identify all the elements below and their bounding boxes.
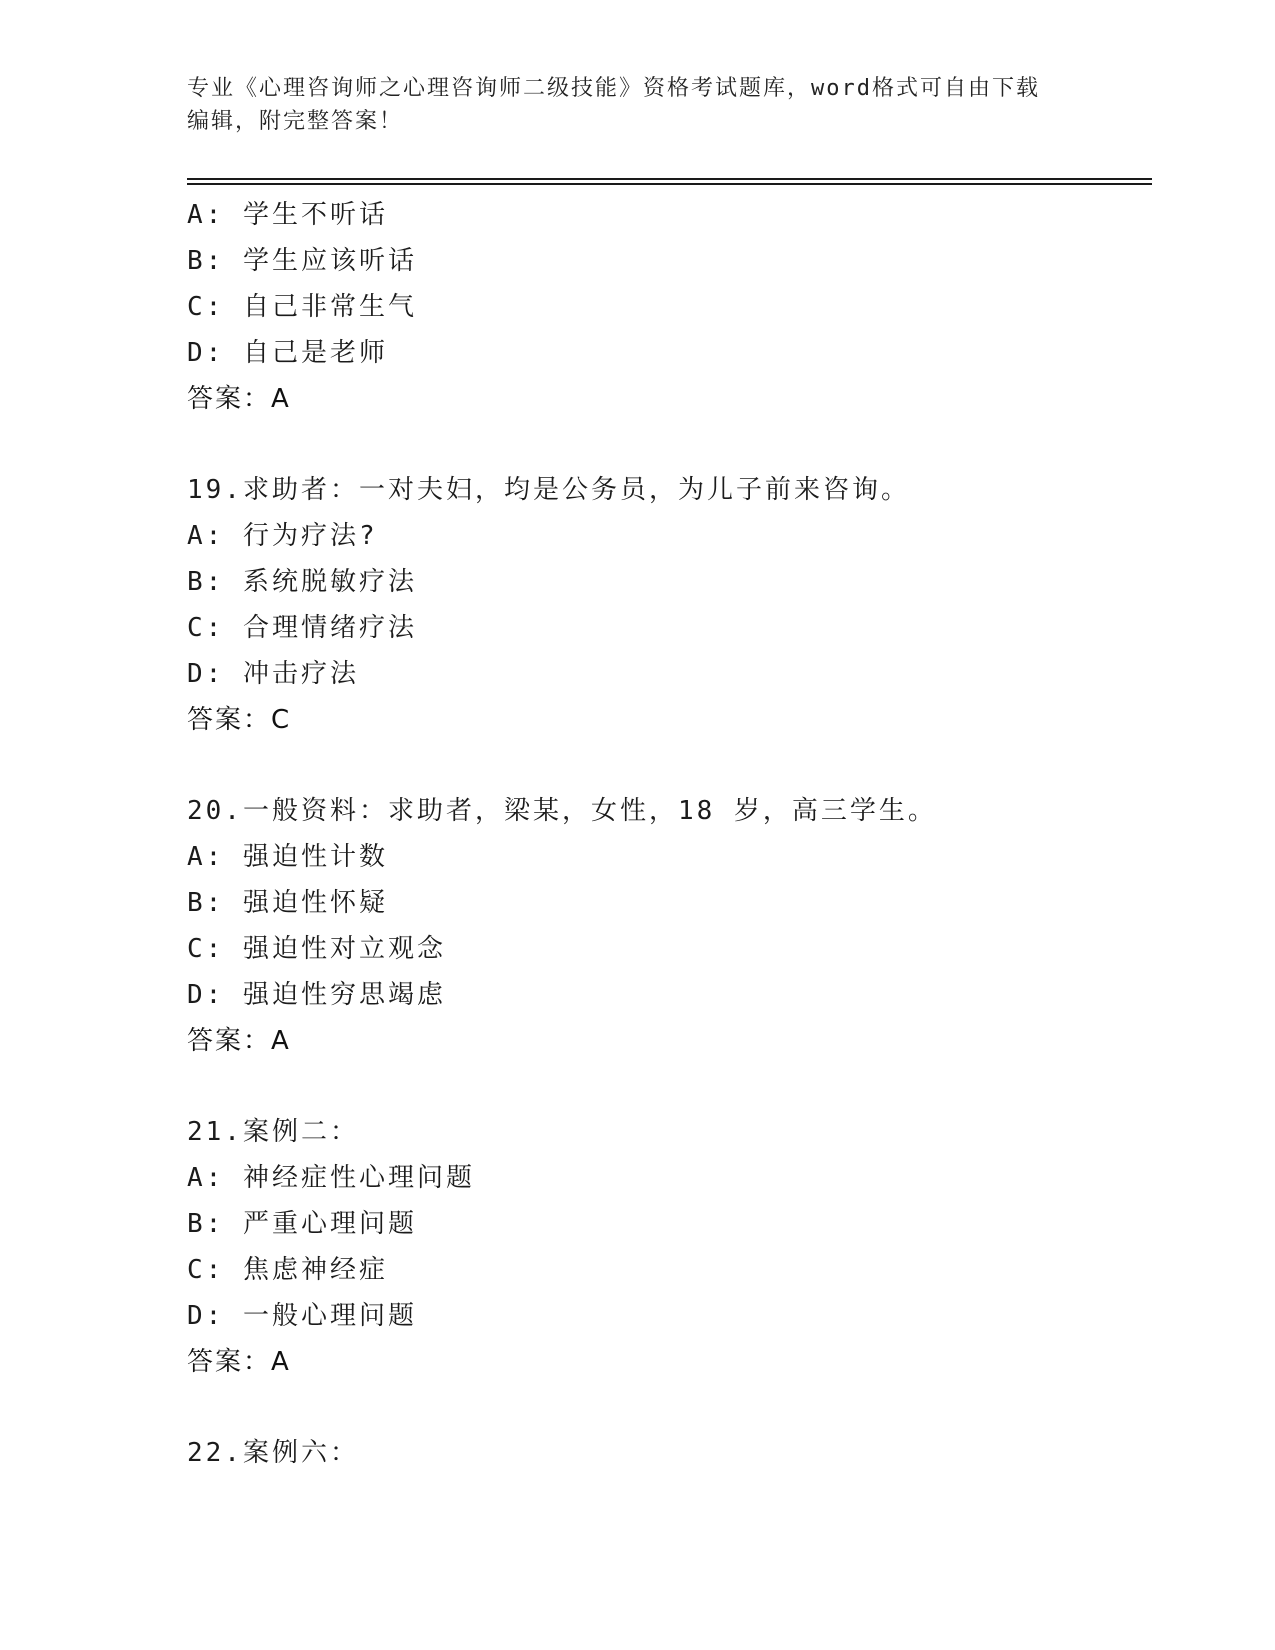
question-block (187, 1109, 1152, 1385)
option-d: D: 强迫性穷思竭虑 (187, 980, 446, 1010)
question-list (187, 192, 1152, 1476)
question-block (187, 788, 1152, 1064)
header-divider-bottom (187, 183, 1152, 185)
question-text: 19.求助者：一对夫妇，均是公务员，为儿子前来咨询。 (187, 475, 910, 505)
question-block (187, 467, 1152, 743)
option-b: B: 强迫性怀疑 (187, 888, 388, 918)
answer-line: 答案：A (187, 384, 291, 414)
option-d: D: 一般心理问题 (187, 1301, 417, 1331)
question-text: 20.一般资料：求助者，梁某，女性，18 岁，高三学生。 (187, 796, 937, 826)
block-spacer (187, 1385, 1152, 1430)
block-spacer (187, 422, 1152, 467)
option-a: A: 行为疗法? (187, 521, 378, 551)
block-spacer (187, 1064, 1152, 1109)
header-line-2: 编辑，附完整答案！ (187, 109, 404, 134)
question-text: 22.案例六： (187, 1438, 359, 1468)
header-divider-top (187, 178, 1152, 180)
option-b: B: 严重心理问题 (187, 1209, 417, 1239)
option-c: C: 合理情绪疗法 (187, 613, 417, 643)
question-block (187, 192, 1152, 422)
option-c: C: 焦虑神经症 (187, 1255, 388, 1285)
answer-line: 答案：C (187, 705, 292, 735)
answer-line: 答案：A (187, 1347, 291, 1377)
question-text: 21.案例二： (187, 1117, 359, 1147)
option-c: C: 强迫性对立观念 (187, 934, 446, 964)
option-b: B: 学生应该听话 (187, 246, 417, 276)
header-line-1: 专业《心理咨询师之心理咨询师二级技能》资格考试题库，word格式可自由下载 (187, 76, 1040, 101)
option-d: D: 自己是老师 (187, 338, 388, 368)
option-a: A: 学生不听话 (187, 200, 388, 230)
option-d: D: 冲击疗法 (187, 659, 359, 689)
option-a: A: 神经症性心理问题 (187, 1163, 475, 1193)
document-header (187, 72, 1077, 138)
option-c: C: 自己非常生气 (187, 292, 417, 322)
answer-line: 答案：A (187, 1026, 291, 1056)
option-b: B: 系统脱敏疗法 (187, 567, 417, 597)
block-spacer (187, 743, 1152, 788)
option-a: A: 强迫性计数 (187, 842, 388, 872)
question-block (187, 1430, 1152, 1476)
